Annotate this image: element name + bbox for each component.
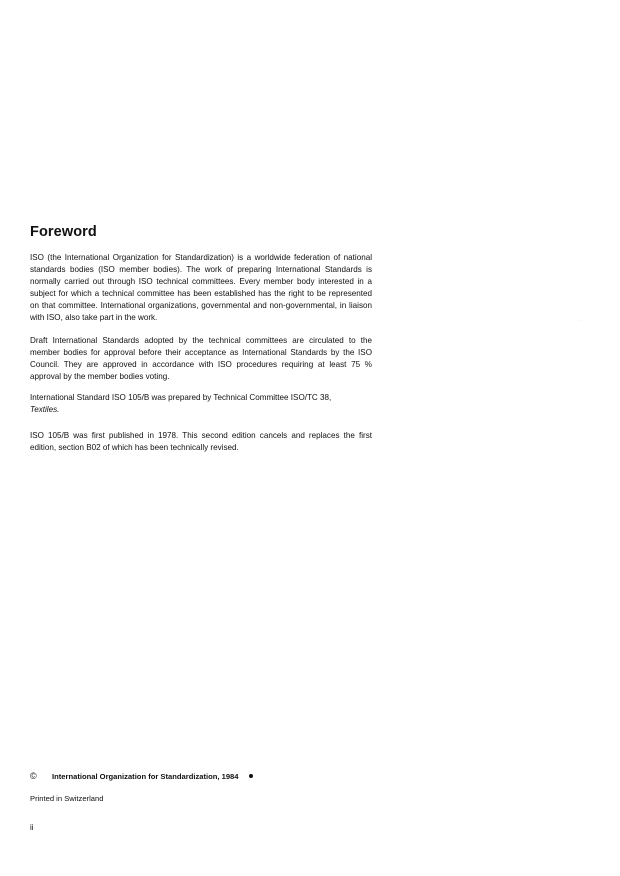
page-number: ii <box>30 823 34 832</box>
copyright-text: International Organization for Standardization, 1984 <box>52 772 239 781</box>
scan-speck: · <box>578 318 580 324</box>
bullet-icon <box>249 774 253 778</box>
foreword-paragraph-1: ISO (the International Organization for Standardization) is a worldwide federation of national standards bodies (ISO member bodies). The work of preparing International Standards is normally carried out through ISO technical committees. Every member body interested in a subject for which a technical committee has been established has the right to be represented on that committee. International organizations, governmental and non-governmental, in liaison with ISO, also take part in the work. <box>30 253 372 322</box>
paragraph-3-text: International Standard ISO 105/B was prepared by Technical Committee ISO/TC 38, <box>30 393 332 402</box>
copyright-line <box>30 770 253 783</box>
foreword-paragraph-3 <box>30 392 372 416</box>
paragraph-3-italic: Textiles. <box>30 405 60 414</box>
copyright-icon: © <box>30 771 37 781</box>
page-title: Foreword <box>30 224 97 240</box>
foreword-paragraph-2: Draft International Standards adopted by the technical committees are circulated to the member bodies for approval before their acceptance as International Standards by the ISO Council. They are approved in accordance with ISO procedures requiring at least 75 % approval by the member bodies voting. <box>30 336 372 381</box>
scan-speck: · <box>583 547 585 553</box>
foreword-paragraph-4: ISO 105/B was first published in 1978. This second edition cancels and replaces the first edition, section B02 of which has been technically revised. <box>30 431 372 452</box>
printed-in: Printed in Switzerland <box>30 794 104 803</box>
